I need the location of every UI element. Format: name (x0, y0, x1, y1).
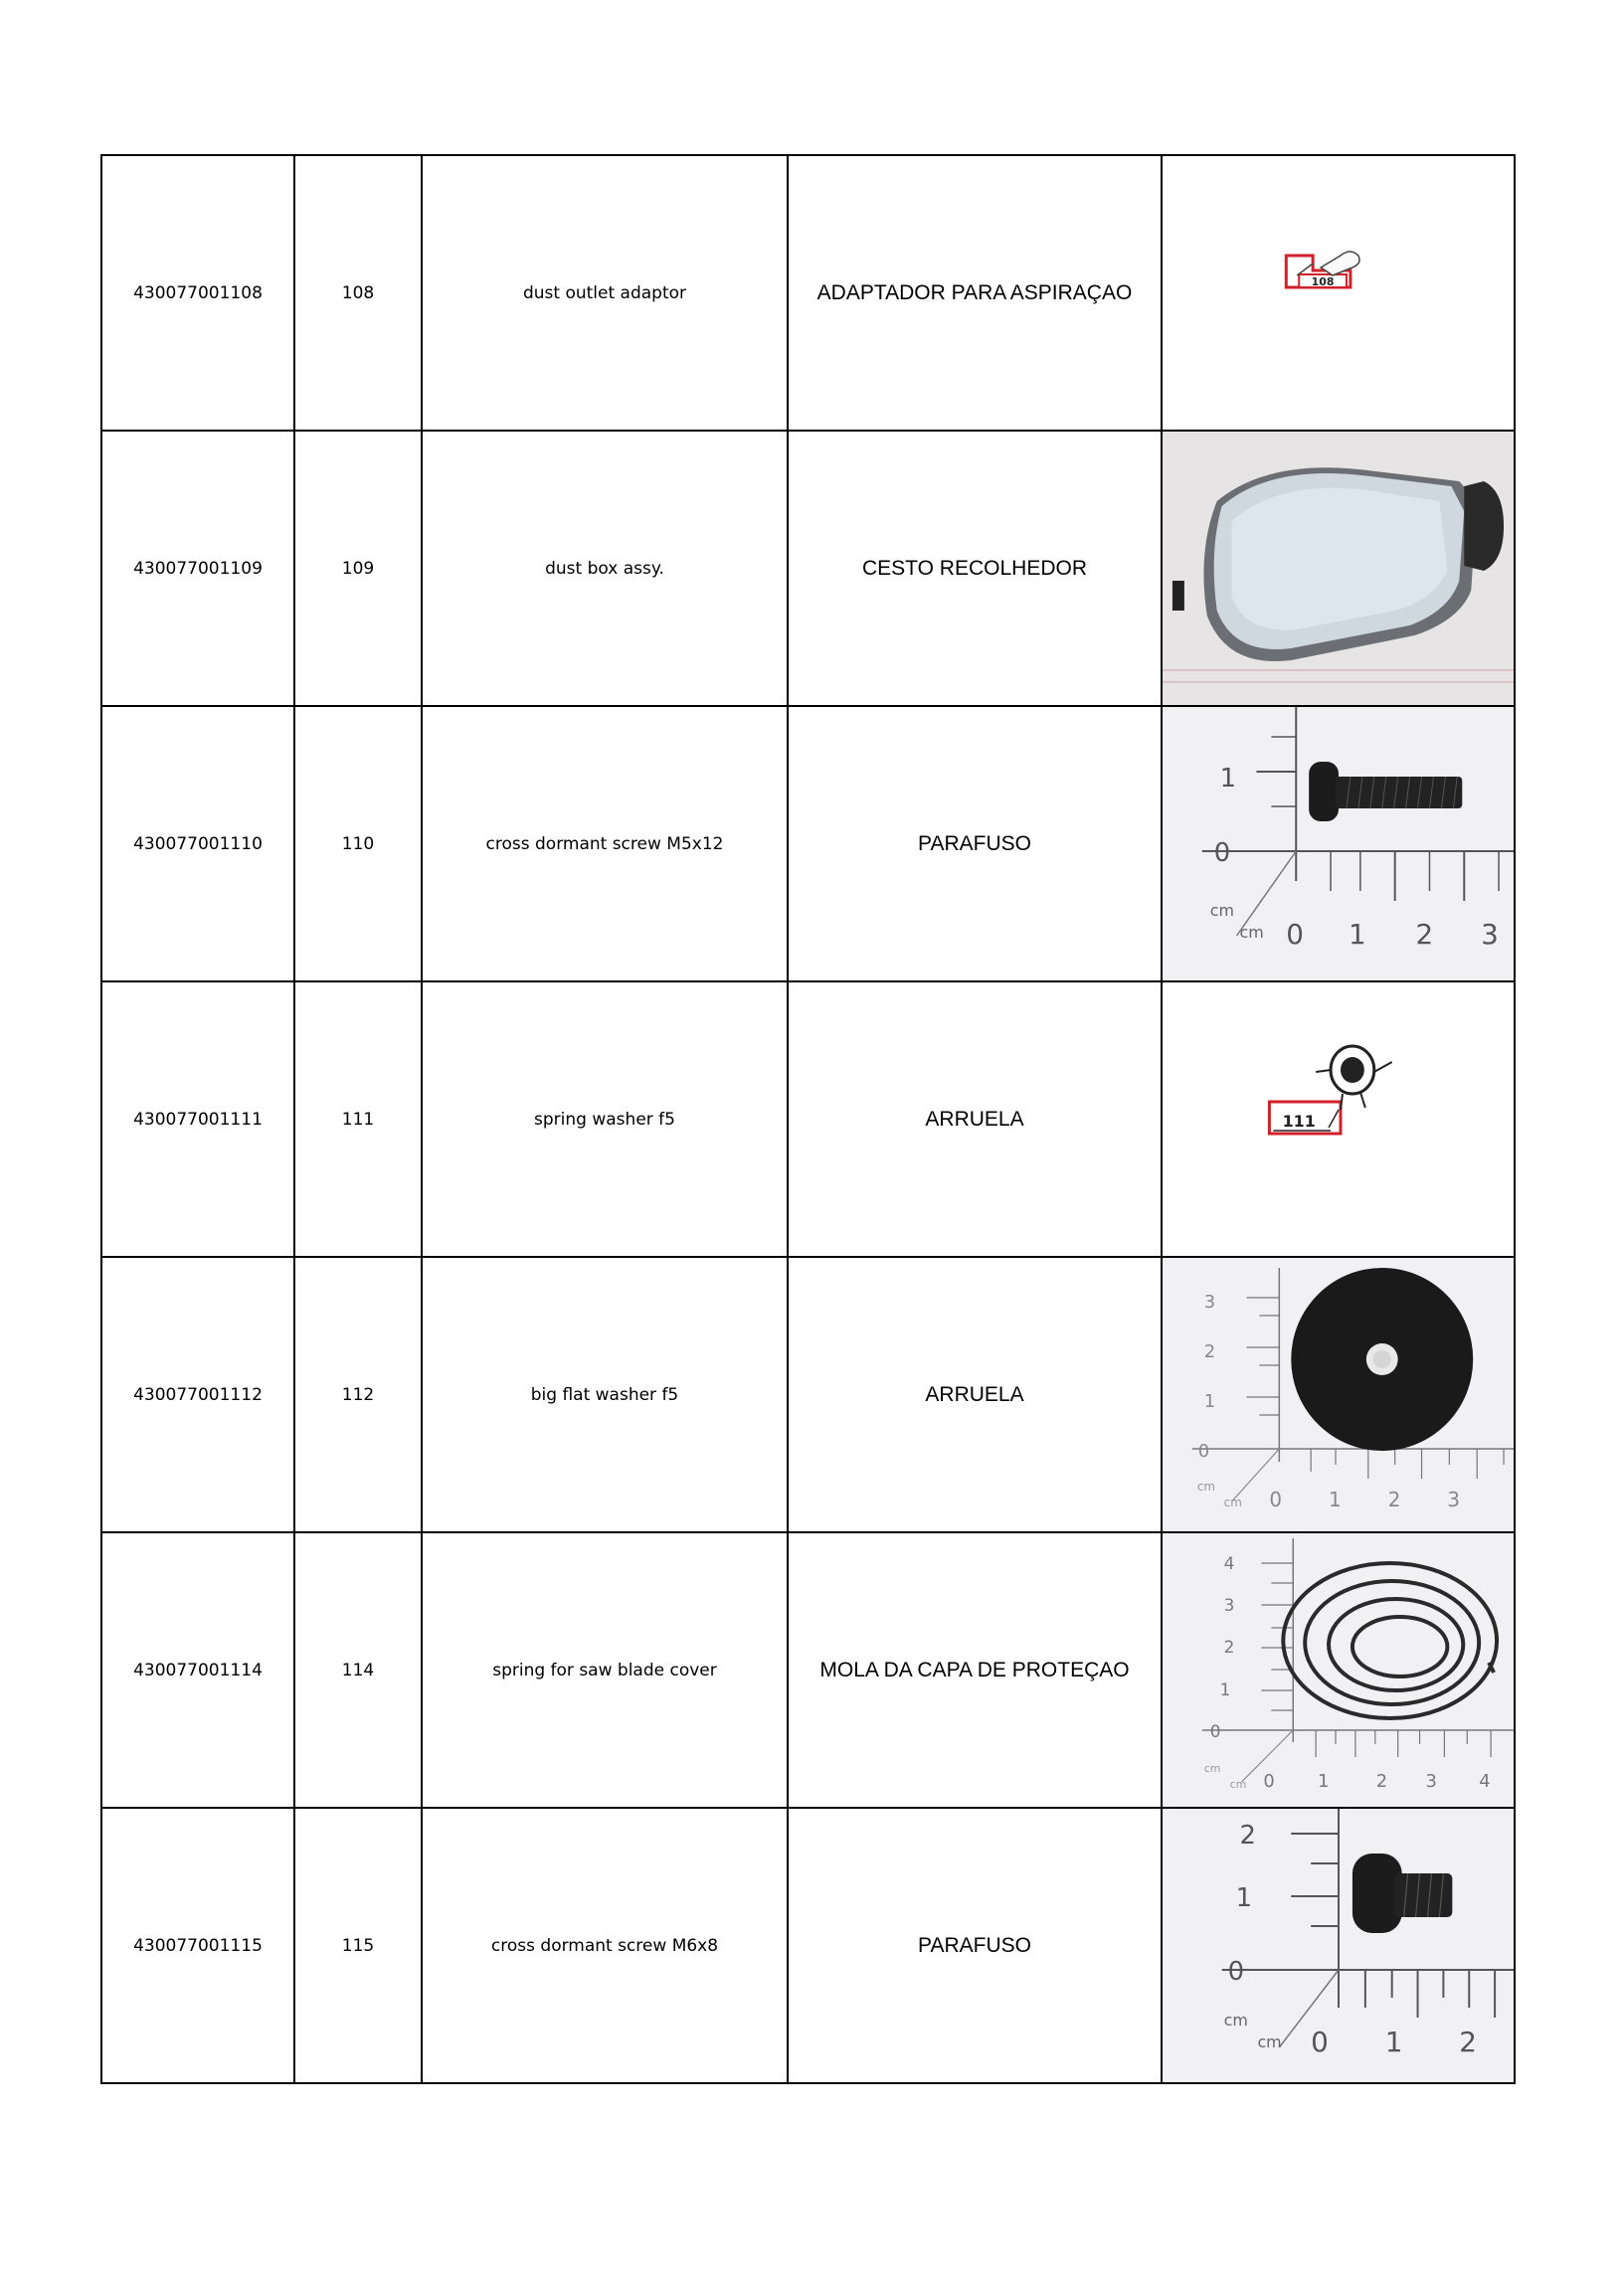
y-tick-label: 0 (1209, 1720, 1221, 1742)
table-row (101, 155, 1515, 431)
position-number: 112 (294, 1257, 422, 1532)
unit-label: cm (1239, 922, 1264, 943)
part-number: 430077001112 (101, 1257, 294, 1532)
x-tick-label: 2 (1459, 2025, 1478, 2059)
description-pt: CESTO RECOLHEDOR (788, 431, 1162, 706)
table-row (101, 706, 1515, 981)
description-en: dust box assy. (422, 431, 788, 706)
x-tick-label: 2 (1387, 1487, 1401, 1512)
y-tick-label: 2 (1223, 1636, 1235, 1658)
y-tick-label: 1 (1219, 763, 1237, 795)
x-tick-label: 1 (1348, 917, 1366, 952)
position-number: 111 (294, 981, 422, 1257)
table-row (101, 1257, 1515, 1532)
y-tick-label: 0 (1197, 1440, 1210, 1463)
description-en: cross dormant screw M5x12 (422, 706, 788, 981)
part-image (1162, 1532, 1515, 1808)
x-tick-label: 0 (1269, 1487, 1283, 1512)
table-row (101, 1532, 1515, 1808)
parts-table (100, 154, 1516, 2084)
position-number: 110 (294, 706, 422, 981)
description-pt: ARRUELA (788, 981, 1162, 1257)
description-pt: PARAFUSO (788, 1808, 1162, 2083)
x-tick-label: 1 (1329, 1487, 1342, 1512)
x-tick-label: 1 (1318, 1770, 1330, 1793)
dust-box-photo (1163, 432, 1514, 705)
unit-label: cm (1209, 900, 1234, 921)
unit-label: cm (1229, 1777, 1247, 1792)
x-tick-label: 0 (1263, 1770, 1275, 1793)
position-number: 109 (294, 431, 422, 706)
description-en: cross dormant screw M6x8 (422, 1808, 788, 2083)
x-tick-label: 0 (1286, 917, 1305, 952)
description-en: dust outlet adaptor (422, 155, 788, 431)
y-tick-label: 2 (1239, 1820, 1256, 1852)
unit-label: cm (1223, 1495, 1242, 1510)
y-tick-label: 1 (1235, 1882, 1253, 1914)
part-image (1162, 706, 1515, 981)
y-tick-label: 2 (1203, 1340, 1216, 1363)
part-number: 430077001115 (101, 1808, 294, 2083)
y-tick-label: 0 (1213, 837, 1231, 869)
table-row (101, 431, 1515, 706)
description-en: spring for saw blade cover (422, 1532, 788, 1808)
unit-label: cm (1257, 2031, 1282, 2052)
x-tick-label: 0 (1311, 2025, 1329, 2059)
position-number: 108 (294, 155, 422, 431)
spring-washer-callout-diagram (1163, 982, 1514, 1256)
x-tick-label: 2 (1375, 1770, 1388, 1793)
part-image (1162, 1257, 1515, 1532)
flat-washer-photo (1163, 1258, 1514, 1531)
y-tick-label: 3 (1203, 1291, 1216, 1314)
x-tick-label: 3 (1481, 917, 1499, 952)
part-image (1162, 431, 1515, 706)
callout-label: 111 (1282, 1111, 1316, 1132)
screw-m6-photo (1163, 1809, 1514, 2082)
position-number: 115 (294, 1808, 422, 2083)
x-tick-label: 3 (1447, 1487, 1461, 1512)
description-en: big flat washer f5 (422, 1257, 788, 1532)
part-image (1162, 1808, 1515, 2083)
part-number: 430077001111 (101, 981, 294, 1257)
part-number: 430077001110 (101, 706, 294, 981)
unit-label: cm (1196, 1479, 1215, 1495)
table-row (101, 981, 1515, 1257)
table-row (101, 1808, 1515, 2083)
unit-label: cm (1203, 1761, 1221, 1776)
x-tick-label: 1 (1384, 2025, 1403, 2059)
description-pt: ARRUELA (788, 1257, 1162, 1532)
position-number: 114 (294, 1532, 422, 1808)
description-pt: PARAFUSO (788, 706, 1162, 981)
part-image (1162, 981, 1515, 1257)
unit-label: cm (1223, 2010, 1248, 2031)
part-number: 430077001108 (101, 155, 294, 431)
callout-label: 108 (1311, 274, 1335, 289)
screw-m5-photo (1163, 707, 1514, 980)
y-tick-label: 0 (1227, 1956, 1245, 1988)
description-pt: MOLA DA CAPA DE PROTEÇAO (788, 1532, 1162, 1808)
y-tick-label: 4 (1223, 1552, 1235, 1574)
y-tick-label: 3 (1223, 1594, 1235, 1616)
spring-photo (1163, 1533, 1514, 1807)
x-tick-label: 4 (1479, 1770, 1491, 1793)
x-tick-label: 3 (1425, 1770, 1437, 1793)
x-tick-label: 2 (1415, 917, 1434, 952)
adaptor-callout-diagram (1163, 156, 1514, 430)
part-number: 430077001114 (101, 1532, 294, 1808)
y-tick-label: 1 (1203, 1390, 1216, 1413)
part-number: 430077001109 (101, 431, 294, 706)
description-pt: ADAPTADOR PARA ASPIRAÇAO (788, 155, 1162, 431)
y-tick-label: 1 (1219, 1678, 1231, 1700)
description-en: spring washer f5 (422, 981, 788, 1257)
part-image (1162, 155, 1515, 431)
